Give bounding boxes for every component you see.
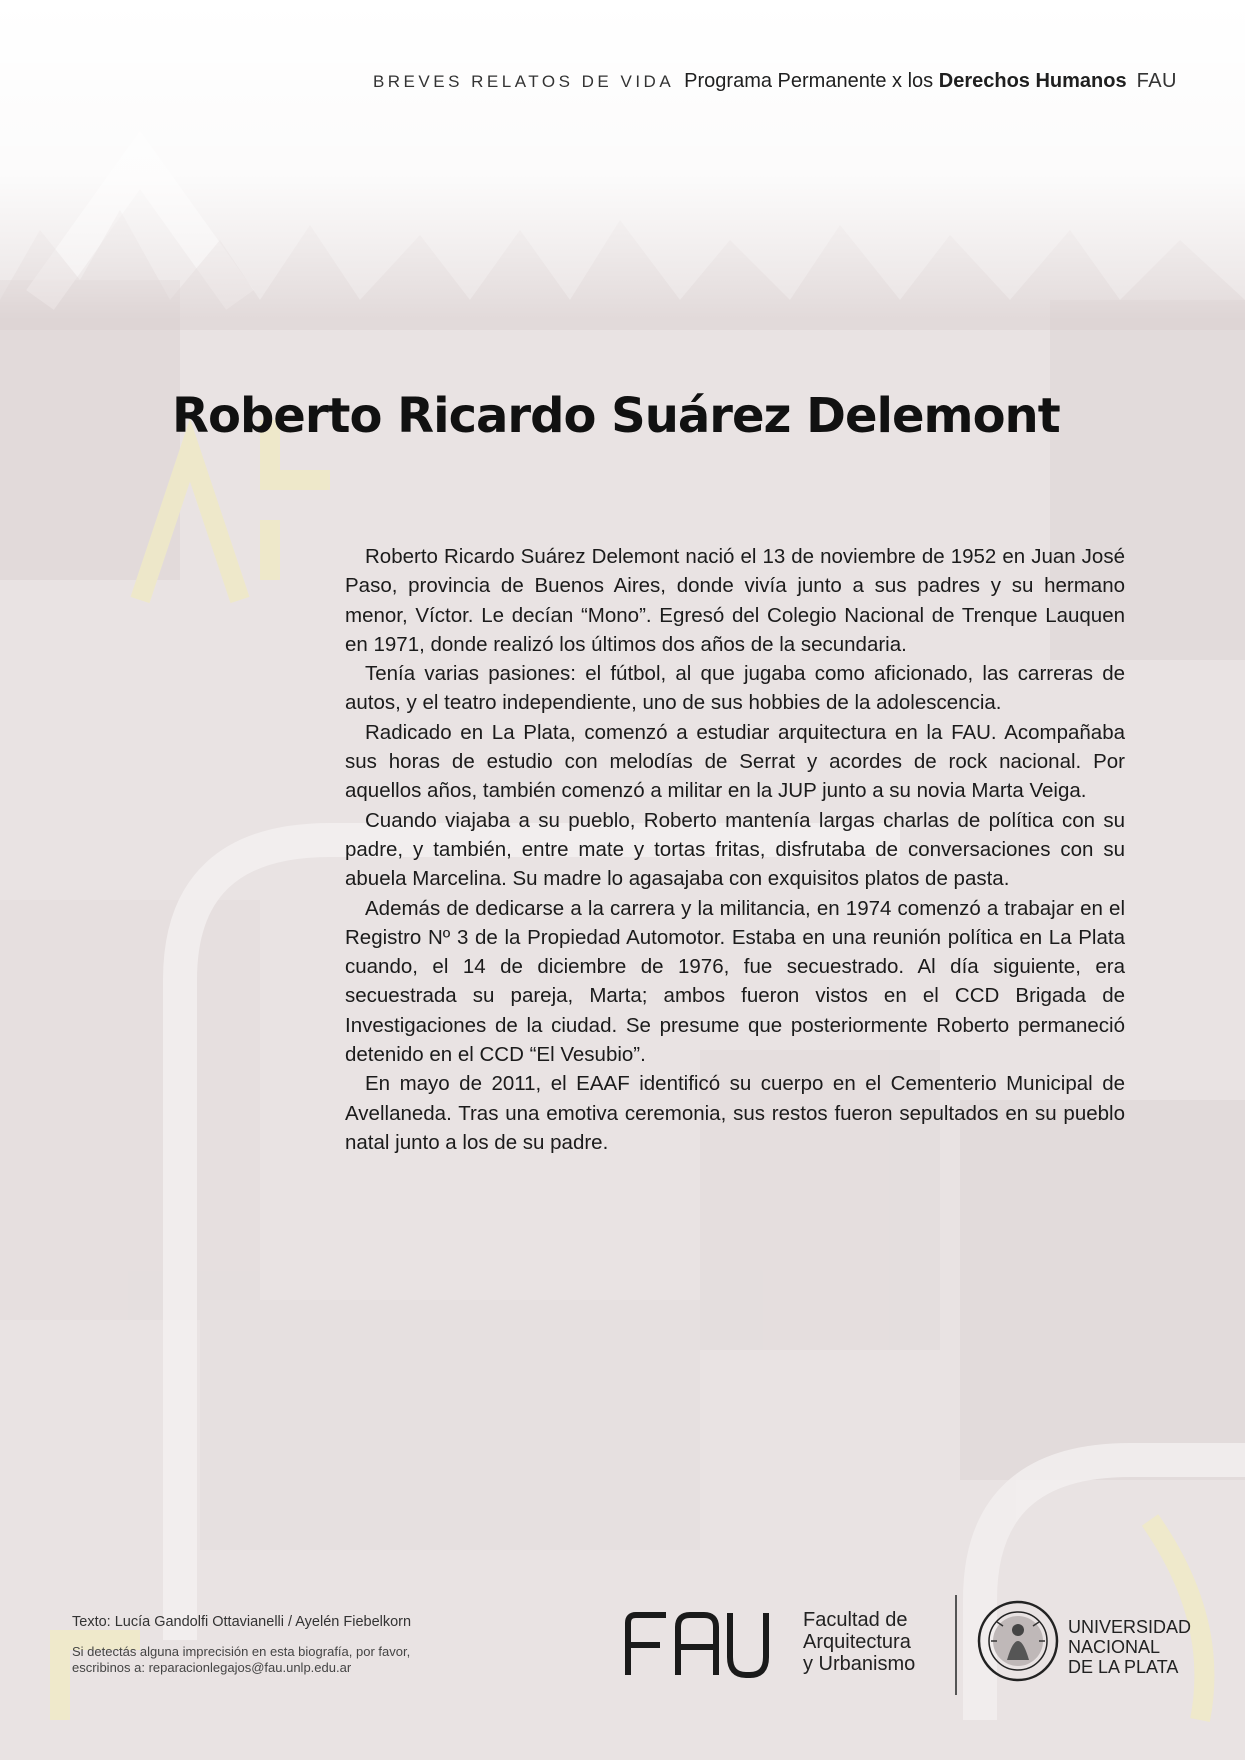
paragraph-2: Tenía varias pasiones: el fútbol, al que jugaba como aficionado, las carreras de autos, y el teatro independiente, uno de sus hobbies de la adolescencia.: [345, 662, 1125, 715]
university-seal-icon: [977, 1600, 1059, 1682]
faculty-line-2: Arquitectura: [803, 1631, 911, 1653]
paragraph-1: Roberto Ricardo Suárez Delemont nació el 13 de noviembre de 1952 en Juan José Paso, provincia de Buenos Aires, donde vivía junto a sus padres y su hermano menor, Víctor. Le decían “Mono”. Egresó del Colegio Nacional de Trenque Lauquen en 1971, donde realizó los últimos dos años de la secundaria.: [345, 545, 1125, 656]
report-email-line[interactable]: escribinos a: reparacionlegajos@fau.unlp.edu.ar: [72, 1660, 352, 1675]
page-title: Roberto Ricardo Suárez Delemont: [172, 388, 1060, 444]
university-name: [1068, 1617, 1191, 1677]
program-name: [684, 70, 1126, 93]
header-fau: FAU: [1136, 70, 1177, 92]
footer-logos: [620, 1595, 1192, 1695]
biography-text: [345, 542, 1125, 1157]
university-line-1: UNIVERSIDAD: [1068, 1617, 1192, 1637]
logo-divider: [955, 1595, 957, 1695]
faculty-line-1: Facultad de: [803, 1609, 908, 1631]
faculty-line-3: y Urbanismo: [803, 1653, 916, 1675]
university-line-2: NACIONAL: [1068, 1637, 1161, 1657]
credits-block: [72, 1614, 492, 1676]
author-credits: Texto: Lucía Gandolfi Ottavianelli / Ayelén Fiebelkorn: [72, 1614, 412, 1630]
program-bold: Derechos Humanos: [938, 70, 1127, 92]
header: [373, 70, 1177, 93]
faculty-name: [803, 1609, 915, 1675]
paragraph-3: Radicado en La Plata, comenzó a estudiar arquitectura en la FAU. Acompañaba sus horas de estudio con melodías de Serrat y acordes de rock nacional. Por aquellos años, también comenzó a militar en la JUP junto a su novia Marta Veiga.: [345, 720, 1125, 803]
series-name: BREVES RELATOS DE VIDA: [372, 72, 675, 91]
paragraph-6: En mayo de 2011, el EAAF identificó su cuerpo en el Cementerio Municipal de Avellaneda. Tras una emotiva ceremonia, sus restos fueron sepultados en su pueblo natal junto a los de su padre.: [345, 1072, 1125, 1154]
program-prefix: Programa Permanente x los: [684, 70, 934, 92]
paragraph-4: Cuando viajaba a su pueblo, Roberto mantenía largas charlas de política con su padre, y también, entre mate y tortas fritas, disfrutaba de conversaciones con su abuela Marcelina. Su madre lo agasajaba con exquisitos platos de pasta.: [345, 808, 1125, 891]
report-line-1: Si detectás alguna imprecisión en esta biografía, por favor,: [72, 1644, 411, 1659]
paragraph-5: Además de dedicarse a la carrera y la militancia, en 1974 comenzó a trabajar en el Registro Nº 3 de la Propiedad Automotor. Estaba en una reunión política en La Plata cuando, el 14 de diciembre de 1976, fue secuestrado. Al día siguiente, era secuestrada su pareja, Marta; ambos fueron vistos en el CCD Brigada de Investigaciones de la ciudad. Se presume que posteriormente Roberto permaneció detenido en el CCD “El Vesubio”.: [345, 896, 1125, 1067]
university-line-3: DE LA PLATA: [1068, 1657, 1179, 1677]
report-note: [72, 1644, 492, 1676]
fau-logo-icon: [620, 1605, 770, 1685]
